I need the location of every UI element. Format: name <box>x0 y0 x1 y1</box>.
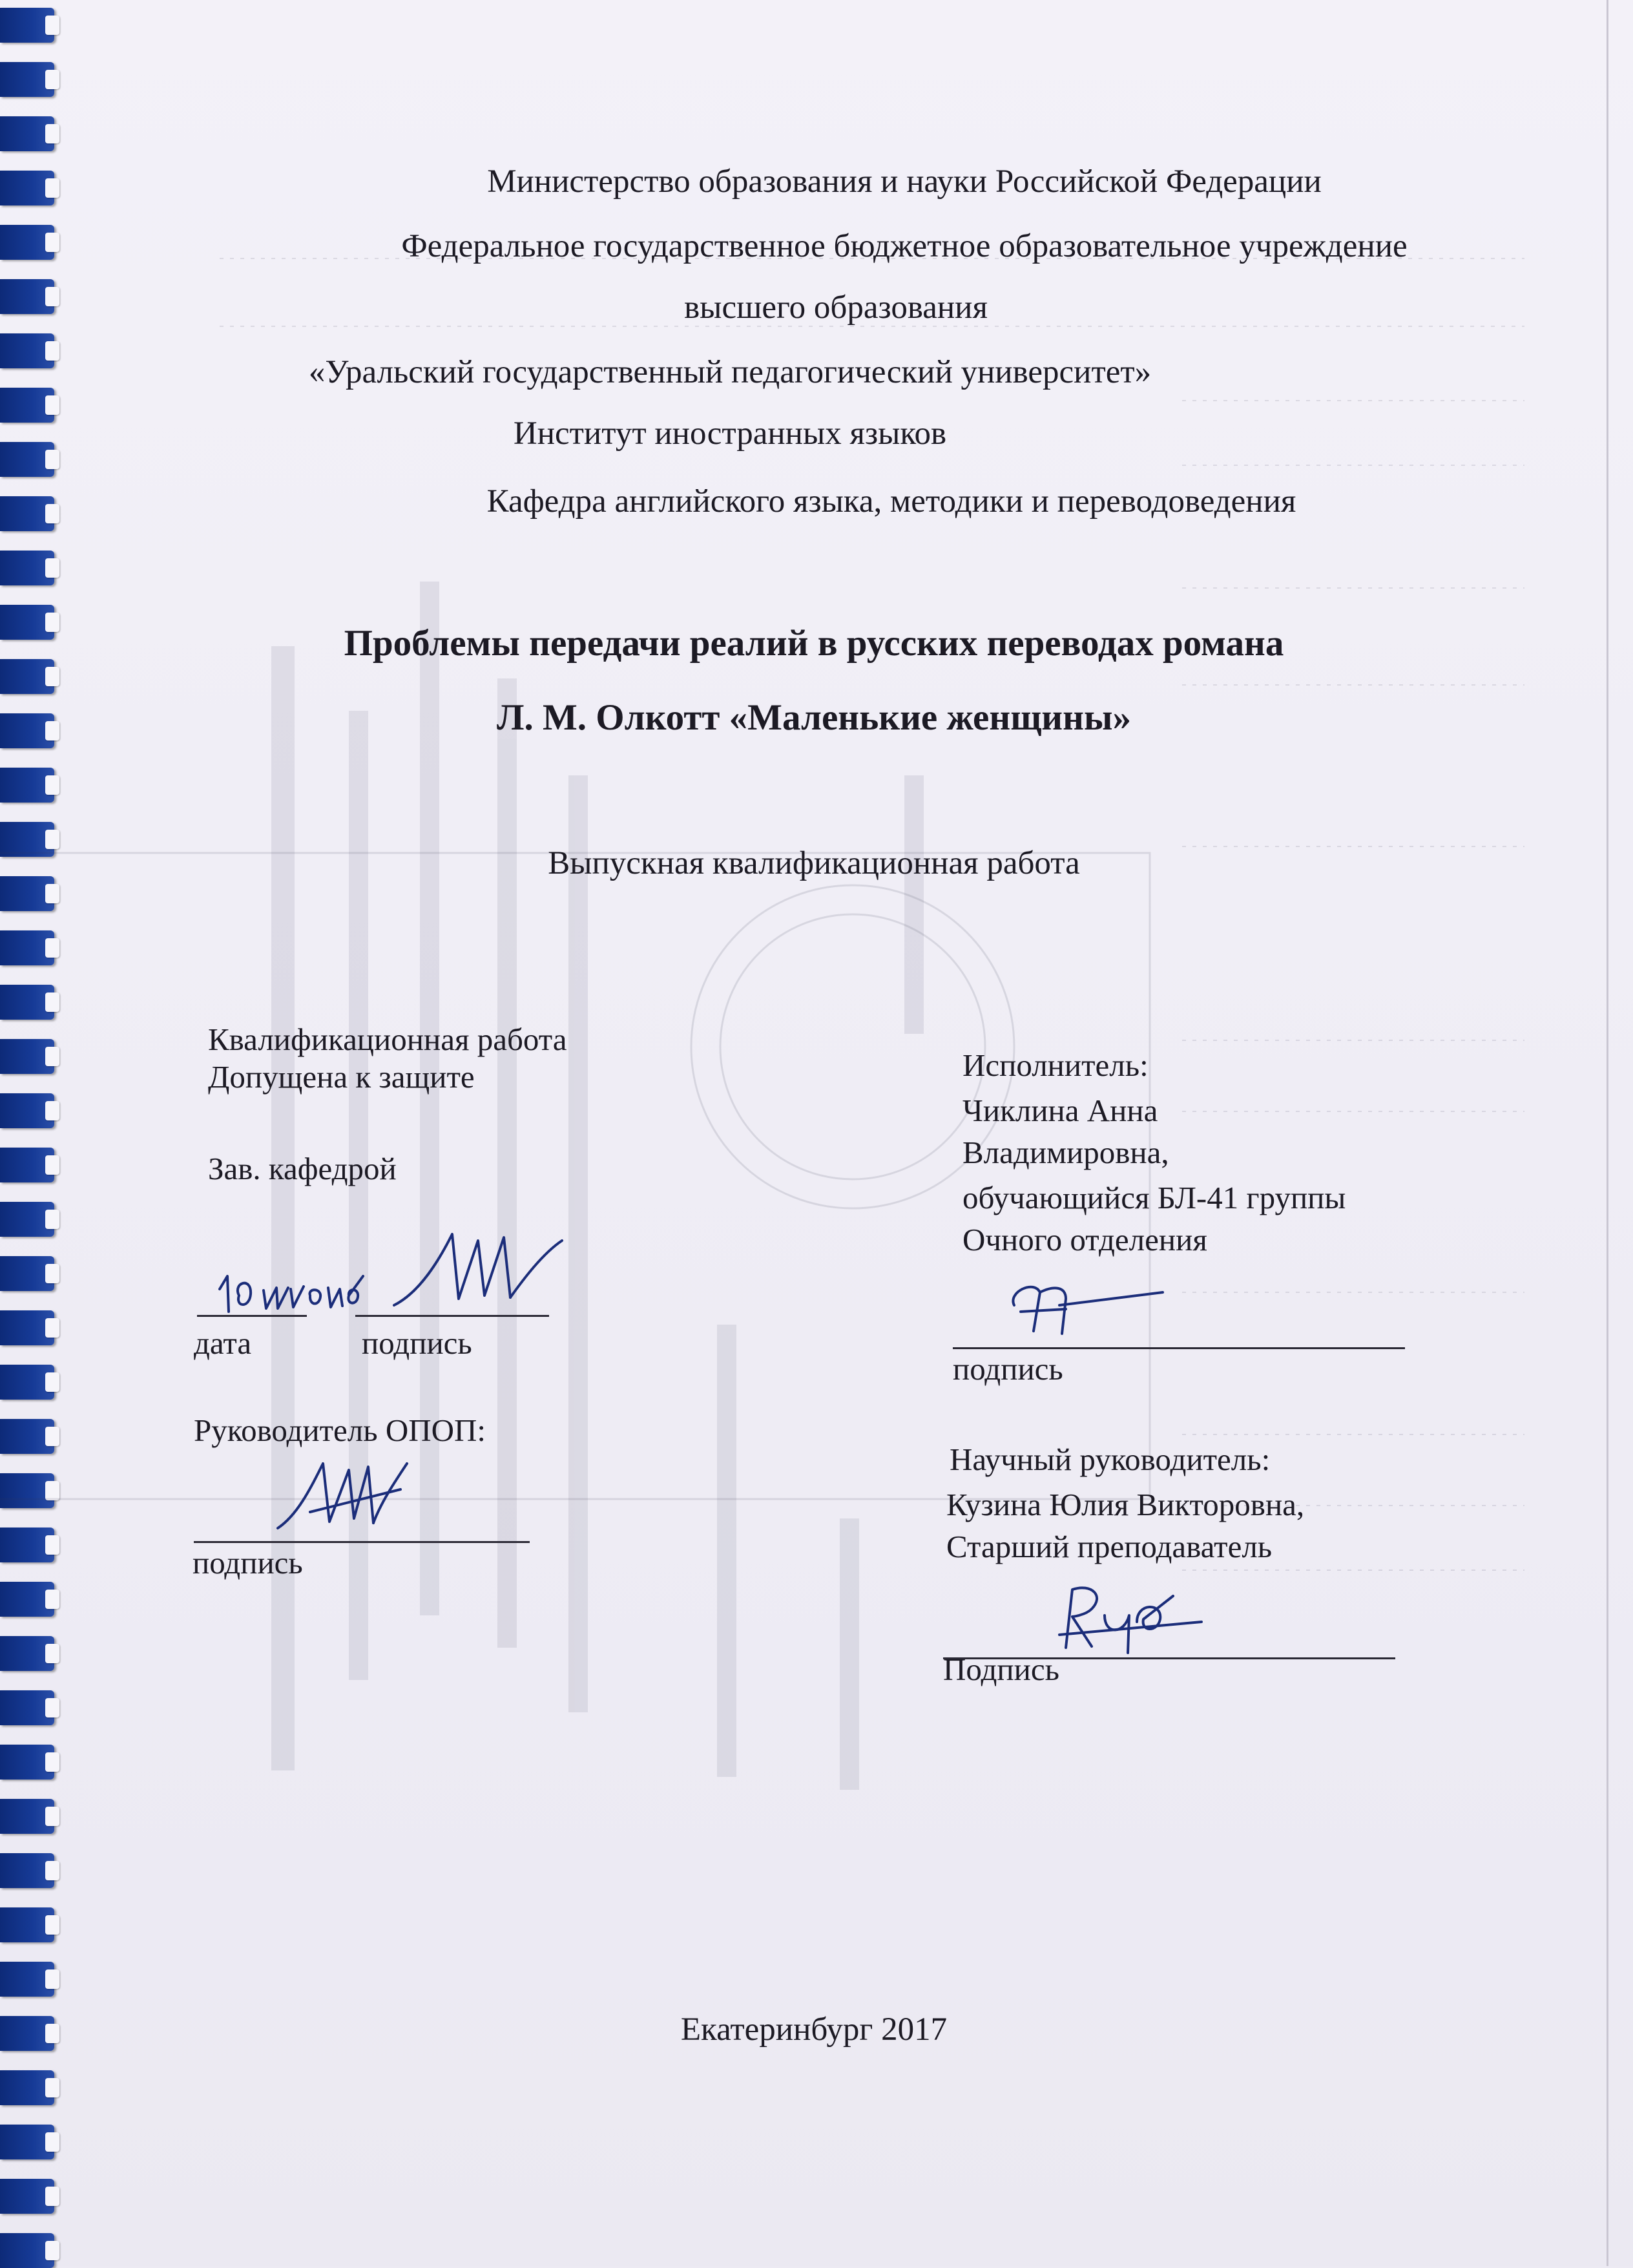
opop-head-label: Руководитель ОПОП: <box>194 1412 486 1448</box>
executor-department: Очного отделения <box>962 1222 1207 1257</box>
university-line: «Уральский государственный педагогический университет» <box>308 354 1152 390</box>
binding-ring <box>0 116 54 151</box>
executor-group: обучающийся БЛ-41 группы <box>962 1180 1346 1215</box>
admission-text-line-2: Допущена к защите <box>208 1059 475 1095</box>
binding-ring <box>0 930 54 965</box>
binding-ring <box>0 1962 54 1997</box>
binding-ring <box>0 1853 54 1888</box>
spiral-binding <box>0 0 62 2266</box>
executor-label: Исполнитель: <box>962 1047 1149 1083</box>
binding-ring <box>0 442 54 477</box>
supervisor-position: Старший преподаватель <box>946 1529 1273 1564</box>
binding-ring <box>0 1690 54 1725</box>
thesis-title-line-1: Проблемы передачи реалий в русских переводах романа <box>344 623 1284 664</box>
binding-ring <box>0 333 54 368</box>
binding-ring <box>0 171 54 205</box>
institution-line-1: Федеральное государственное бюджетное образовательное учреждение <box>401 228 1408 264</box>
binding-ring <box>0 1148 54 1182</box>
binding-ring <box>0 2179 54 2214</box>
page-edge <box>1607 0 1608 2266</box>
binding-ring <box>0 62 54 97</box>
city-year: Екатеринбург 2017 <box>680 2011 948 2048</box>
binding-ring <box>0 8 54 43</box>
executor-signature-label: подпись <box>953 1351 1063 1387</box>
binding-ring <box>0 605 54 640</box>
binding-ring <box>0 2233 54 2268</box>
department-line: Кафедра английского языка, методики и переводоведения <box>486 483 1296 520</box>
binding-ring <box>0 876 54 911</box>
signature-label: подпись <box>362 1325 472 1361</box>
binding-ring <box>0 985 54 1020</box>
binding-ring <box>0 2016 54 2051</box>
thesis-title-line-2: Л. М. Олкотт «Маленькие женщины» <box>497 697 1131 738</box>
executor-signature-line <box>953 1347 1405 1349</box>
binding-ring <box>0 388 54 423</box>
supervisor-signature <box>1046 1577 1214 1661</box>
binding-ring <box>0 551 54 585</box>
binding-ring <box>0 1745 54 1780</box>
binding-ring <box>0 1528 54 1562</box>
binding-ring <box>0 1473 54 1508</box>
binding-ring <box>0 1310 54 1345</box>
binding-ring <box>0 1419 54 1454</box>
binding-ring <box>0 1202 54 1237</box>
binding-ring <box>0 2125 54 2159</box>
binding-ring <box>0 1365 54 1400</box>
date-line <box>197 1315 307 1317</box>
institute-line: Институт иностранных языков <box>513 415 947 452</box>
institution-line-2: высшего образования <box>684 289 988 326</box>
binding-ring <box>0 1907 54 1942</box>
binding-ring <box>0 496 54 531</box>
work-type: Выпускная квалификационная работа <box>548 845 1080 881</box>
head-of-department-label: Зав. кафедрой <box>208 1151 397 1186</box>
head-signature-line <box>355 1315 549 1317</box>
executor-name-line-2: Владимировна, <box>962 1135 1169 1170</box>
binding-ring <box>0 1799 54 1834</box>
executor-name-line-1: Чиклина Анна <box>962 1093 1158 1128</box>
binding-ring <box>0 1636 54 1671</box>
ministry-line: Министерство образования и науки Российской Федерации <box>487 163 1322 200</box>
opop-signature-line <box>194 1541 530 1543</box>
binding-ring <box>0 2070 54 2105</box>
supervisor-name: Кузина Юлия Викторовна, <box>946 1487 1305 1522</box>
binding-ring <box>0 1039 54 1074</box>
binding-ring <box>0 1256 54 1291</box>
supervisor-signature-label: Подпись <box>943 1652 1059 1687</box>
binding-ring <box>0 713 54 748</box>
executor-signature <box>995 1266 1176 1344</box>
binding-ring <box>0 1093 54 1128</box>
supervisor-label: Научный руководитель: <box>950 1442 1271 1477</box>
binding-ring <box>0 225 54 260</box>
head-signature <box>381 1221 575 1318</box>
binding-ring <box>0 659 54 694</box>
admission-text-line-1: Квалификационная работа <box>208 1022 567 1057</box>
binding-ring <box>0 1582 54 1617</box>
opop-signature <box>271 1451 413 1548</box>
binding-ring <box>0 768 54 803</box>
opop-signature-label: подпись <box>192 1545 303 1580</box>
date-handwriting <box>213 1250 381 1321</box>
date-label: дата <box>194 1325 252 1361</box>
binding-ring <box>0 822 54 857</box>
